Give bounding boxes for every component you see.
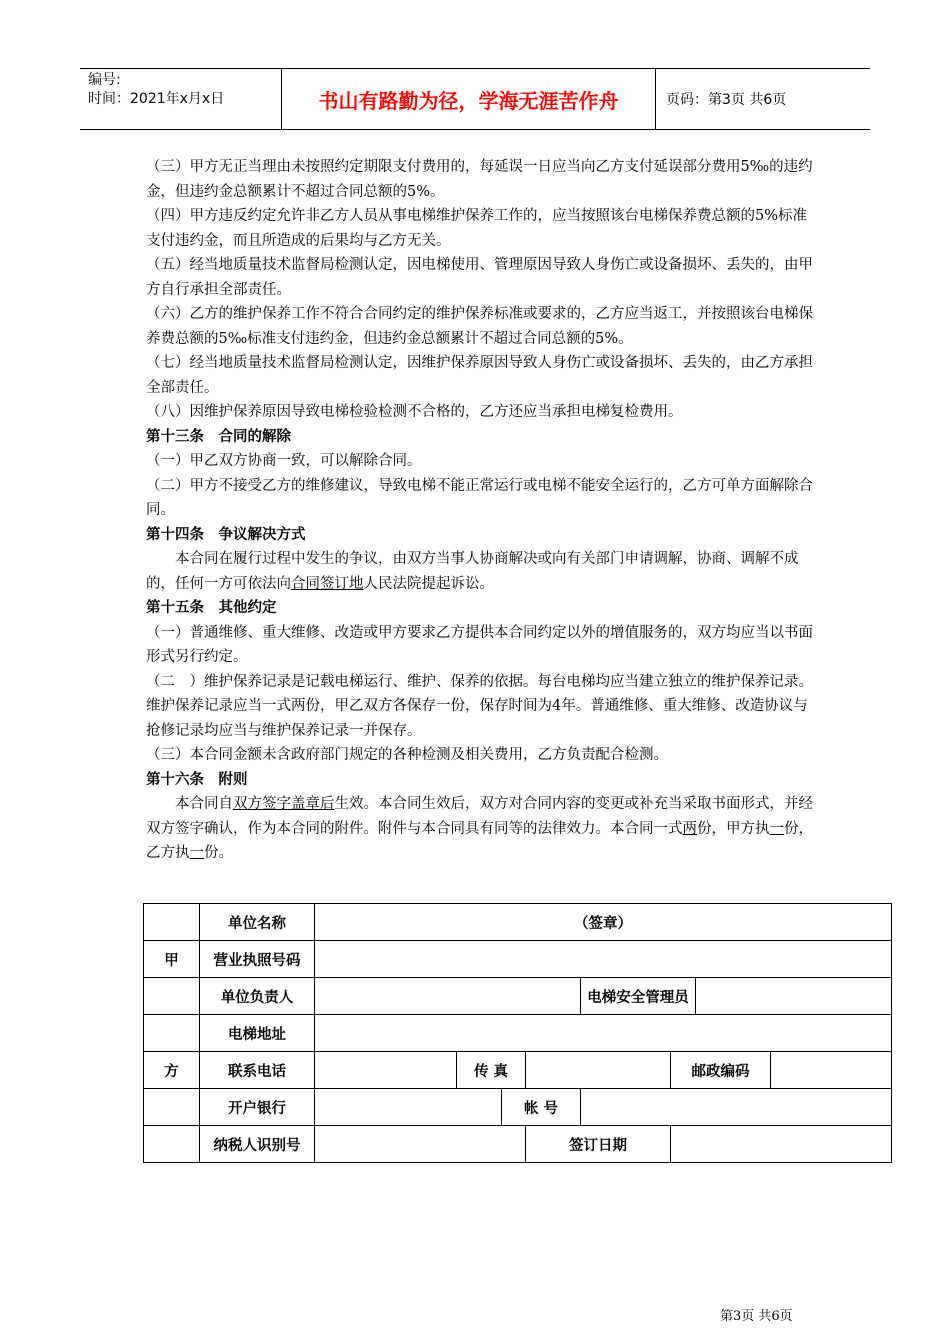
copies-party-b: 一 [189,845,204,861]
party-char-jia: 甲 [144,941,200,978]
clause-paragraph: （二 ）维护保养记录是记载电梯运行、维护、保养的依据。每台电梯均应当建立独立的维护保养记录。维护保养记录应当一式两份，甲乙双方各保存一份，保存时间为4年。普通维修、重大维修、改造协议与抢修记录均应当与维护保养记录一并保存。 [146,673,813,739]
unit-name-label: 单位名称 [200,904,315,941]
dispute-text: 本合同在履行过程中发生的争议，由双方当事人协商解决或向有关部门申请调解，协商、调解不成的，任何一方可依法向 [146,551,799,592]
unit-head-label: 单位负责人 [200,978,315,1015]
phone-label: 联系电话 [200,1052,315,1089]
contract-body [146,155,814,866]
clause-paragraph: （五）经当地质量技术监督局检测认定，因电梯使用、管理原因导致人身伤亡或设备损坏、丢失的，由甲方自行承担全部责任。 [146,257,813,298]
header-motto: 书山有路勤为径，学海无涯苦作舟 [282,69,656,129]
clause-paragraph: （一）甲乙双方协商一致，可以解除合同。 [146,453,422,469]
taxpayer-label: 纳税人识别号 [200,1126,315,1163]
appendix-text: 本合同自 [175,796,233,812]
article-heading: 第十六条 附则 [146,771,248,788]
postcode-label: 邮政编码 [671,1052,771,1089]
fax-field[interactable] [526,1052,671,1089]
appendix-text: 生效。本合同生效后，双方对合同内容的变更或补充当采取书面形式，并经双方签字确认，作为本合同的附件。附件与本合同具有同等的法律效力。本合同一式 [146,796,813,837]
header-page-info: 页码：第3页 共6页 [666,92,787,108]
signature-table [143,903,892,1163]
sign-date-field[interactable] [671,1126,892,1163]
account-label: 帐 号 [502,1089,581,1126]
copies-total: 两 [682,820,697,837]
fax-label: 传 真 [457,1052,526,1089]
clause-paragraph: （一）普通维修、重大维修、改造或甲方要求乙方提供本合同约定以外的增值服务的，双方均应当以书面形式另行约定。 [146,624,813,665]
number-label: 编号: [88,72,121,88]
clause-paragraph: （八）因维护保养原因导致电梯检验检测不合格的，乙方还应当承担电梯复检费用。 [146,404,683,420]
elevator-address-field[interactable] [315,1015,892,1052]
phone-field[interactable] [315,1052,457,1089]
sign-date-label: 签订日期 [526,1126,671,1163]
appendix-paragraph [146,792,814,866]
article-heading: 第十四条 争议解决方式 [146,526,306,543]
court-location: 合同签订地 [291,575,364,592]
clause-paragraph: （三）甲方无正当理由未按照约定期限支付费用的，每延误一日应当向乙方支付延误部分费用5‰的违约金，但违约金总额累计不超过合同总额的5%。 [146,159,813,200]
party-column-cell [144,1015,200,1052]
time-label: 时间：2021年x月x日 [88,91,225,107]
clause-paragraph: （二）甲方不接受乙方的维修建议，导致电梯不能正常运行或电梯不能安全运行的，乙方可单方面解除合同。 [146,477,813,518]
clause-paragraph: （四）甲方违反约定允许非乙方人员从事电梯维护保养工作的，应当按照该台电梯保养费总额的5%标准支付违约金，而且所造成的后果均与乙方无关。 [146,208,807,249]
elevator-manager-label: 电梯安全管理员 [581,978,696,1015]
elevator-manager-field[interactable] [696,978,892,1015]
license-label: 营业执照号码 [200,941,315,978]
appendix-text: 份，甲方执 [697,820,770,837]
clause-paragraph: （三）本合同金额未含政府部门规定的各种检测及相关费用，乙方负责配合检测。 [146,747,668,763]
effective-condition: 双方签字盖章后 [233,796,335,812]
license-field[interactable] [315,941,892,978]
account-field[interactable] [581,1089,892,1126]
header-left-cell [80,69,282,129]
page-footer: 第3页 共6页 [720,1309,793,1324]
seal-field[interactable]: （签章） [315,904,892,941]
clause-paragraph: （七）经当地质量技术监督局检测认定，因维护保养原因导致人身伤亡或设备损坏、丢失的，由乙方承担全部责任。 [146,355,813,396]
appendix-text: 份，乙方执 [146,820,813,861]
article-heading: 第十三条 合同的解除 [146,428,291,445]
postcode-field[interactable] [771,1052,892,1089]
appendix-text: 份。 [204,845,233,861]
bank-field[interactable] [315,1089,502,1126]
elevator-address-label: 电梯地址 [200,1015,315,1052]
dispute-text-end: 人民法院提起诉讼。 [363,575,494,592]
party-column-cell [144,904,200,941]
copies-party-a: 一 [769,820,784,837]
clause-paragraph: （六）乙方的维护保养工作不符合合同约定的维护保养标准或要求的，乙方应当返工，并按照该台电梯保养费总额的5‰标准支付违约金，但违约金总额累计不超过合同总额的5%。 [146,306,813,347]
bank-label: 开户银行 [200,1089,315,1126]
party-column-cell [144,978,200,1015]
page-header [80,68,870,130]
unit-head-field[interactable] [315,978,581,1015]
party-char-fang: 方 [144,1052,200,1089]
article-heading: 第十五条 其他约定 [146,600,277,616]
dispute-paragraph [146,547,814,596]
taxpayer-field[interactable] [315,1126,526,1163]
party-column-cell [144,1126,200,1163]
party-column-cell [144,1089,200,1126]
